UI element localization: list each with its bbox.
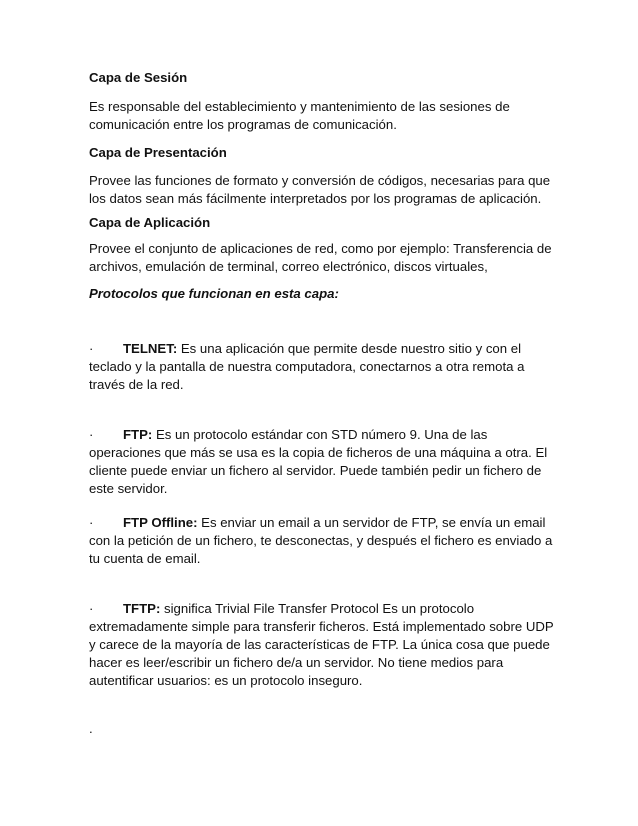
protocol-item-ftp (89, 426, 559, 498)
section-text-aplicacion: Provee el conjunto de aplicaciones de red, como por ejemplo: Transferencia de archivos, emulación de terminal, correo electrónico, discos virtuales, (89, 241, 552, 274)
protocol-term: FTP: (123, 427, 153, 442)
protocol-term: TELNET: (123, 341, 178, 356)
protocol-description: Es un protocolo estándar con STD número 9. Una de las operaciones que más se usa es la copia de ficheros de una máquina a otra. El cliente puede enviar un fichero al servidor. Puede también pedir un fichero de este servidor. (89, 427, 548, 496)
section-text-presentacion: Provee las funciones de formato y conversión de códigos, necesarias para que los datos sean más fácilmente interpretados por los programas de aplicación. (89, 173, 551, 206)
section-heading-aplicacion: Capa de Aplicación (89, 215, 211, 230)
section-text-sesion: Es responsable del establecimiento y mantenimiento de las sesiones de comunicación entre los programas de comunicación. (89, 99, 510, 132)
protocol-description: Es enviar un email a un servidor de FTP, se envía un email con la petición de un fichero, te desconectas, y después el fichero es enviado a tu cuenta de email. (89, 515, 553, 566)
bullet-mark: · (89, 341, 94, 356)
protocols-heading: Protocolos que funcionan en esta capa: (89, 286, 339, 301)
bullet-mark: · (89, 515, 94, 530)
protocol-item-telnet (89, 340, 559, 394)
section-heading-presentacion: Capa de Presentación (89, 145, 227, 160)
protocol-item-tftp (89, 600, 559, 690)
bullet-mark: · (89, 601, 94, 616)
protocol-description: Es una aplicación que permite desde nuestro sitio y con el teclado y la pantalla de nuestra computadora, conectarnos a otra remota a través de la red. (89, 341, 525, 392)
protocol-term: TFTP: (123, 601, 161, 616)
protocol-term: FTP Offline: (123, 515, 198, 530)
bullet-mark: · (89, 427, 94, 442)
protocol-item-ftp-offline (89, 514, 559, 568)
section-heading-sesion: Capa de Sesión (89, 70, 188, 85)
trailing-mark: . (89, 721, 93, 736)
protocol-description: significa Trivial File Transfer Protocol Es un protocolo extremadamente simple para transferir ficheros. Está implementado sobre UDP y carece de la mayoría de las características de FTP. La única cosa que puede hacer es leer/escribir un fichero de/a un servidor. No tiene medios para autentificar usuarios: es un protocolo inseguro. (89, 601, 554, 688)
